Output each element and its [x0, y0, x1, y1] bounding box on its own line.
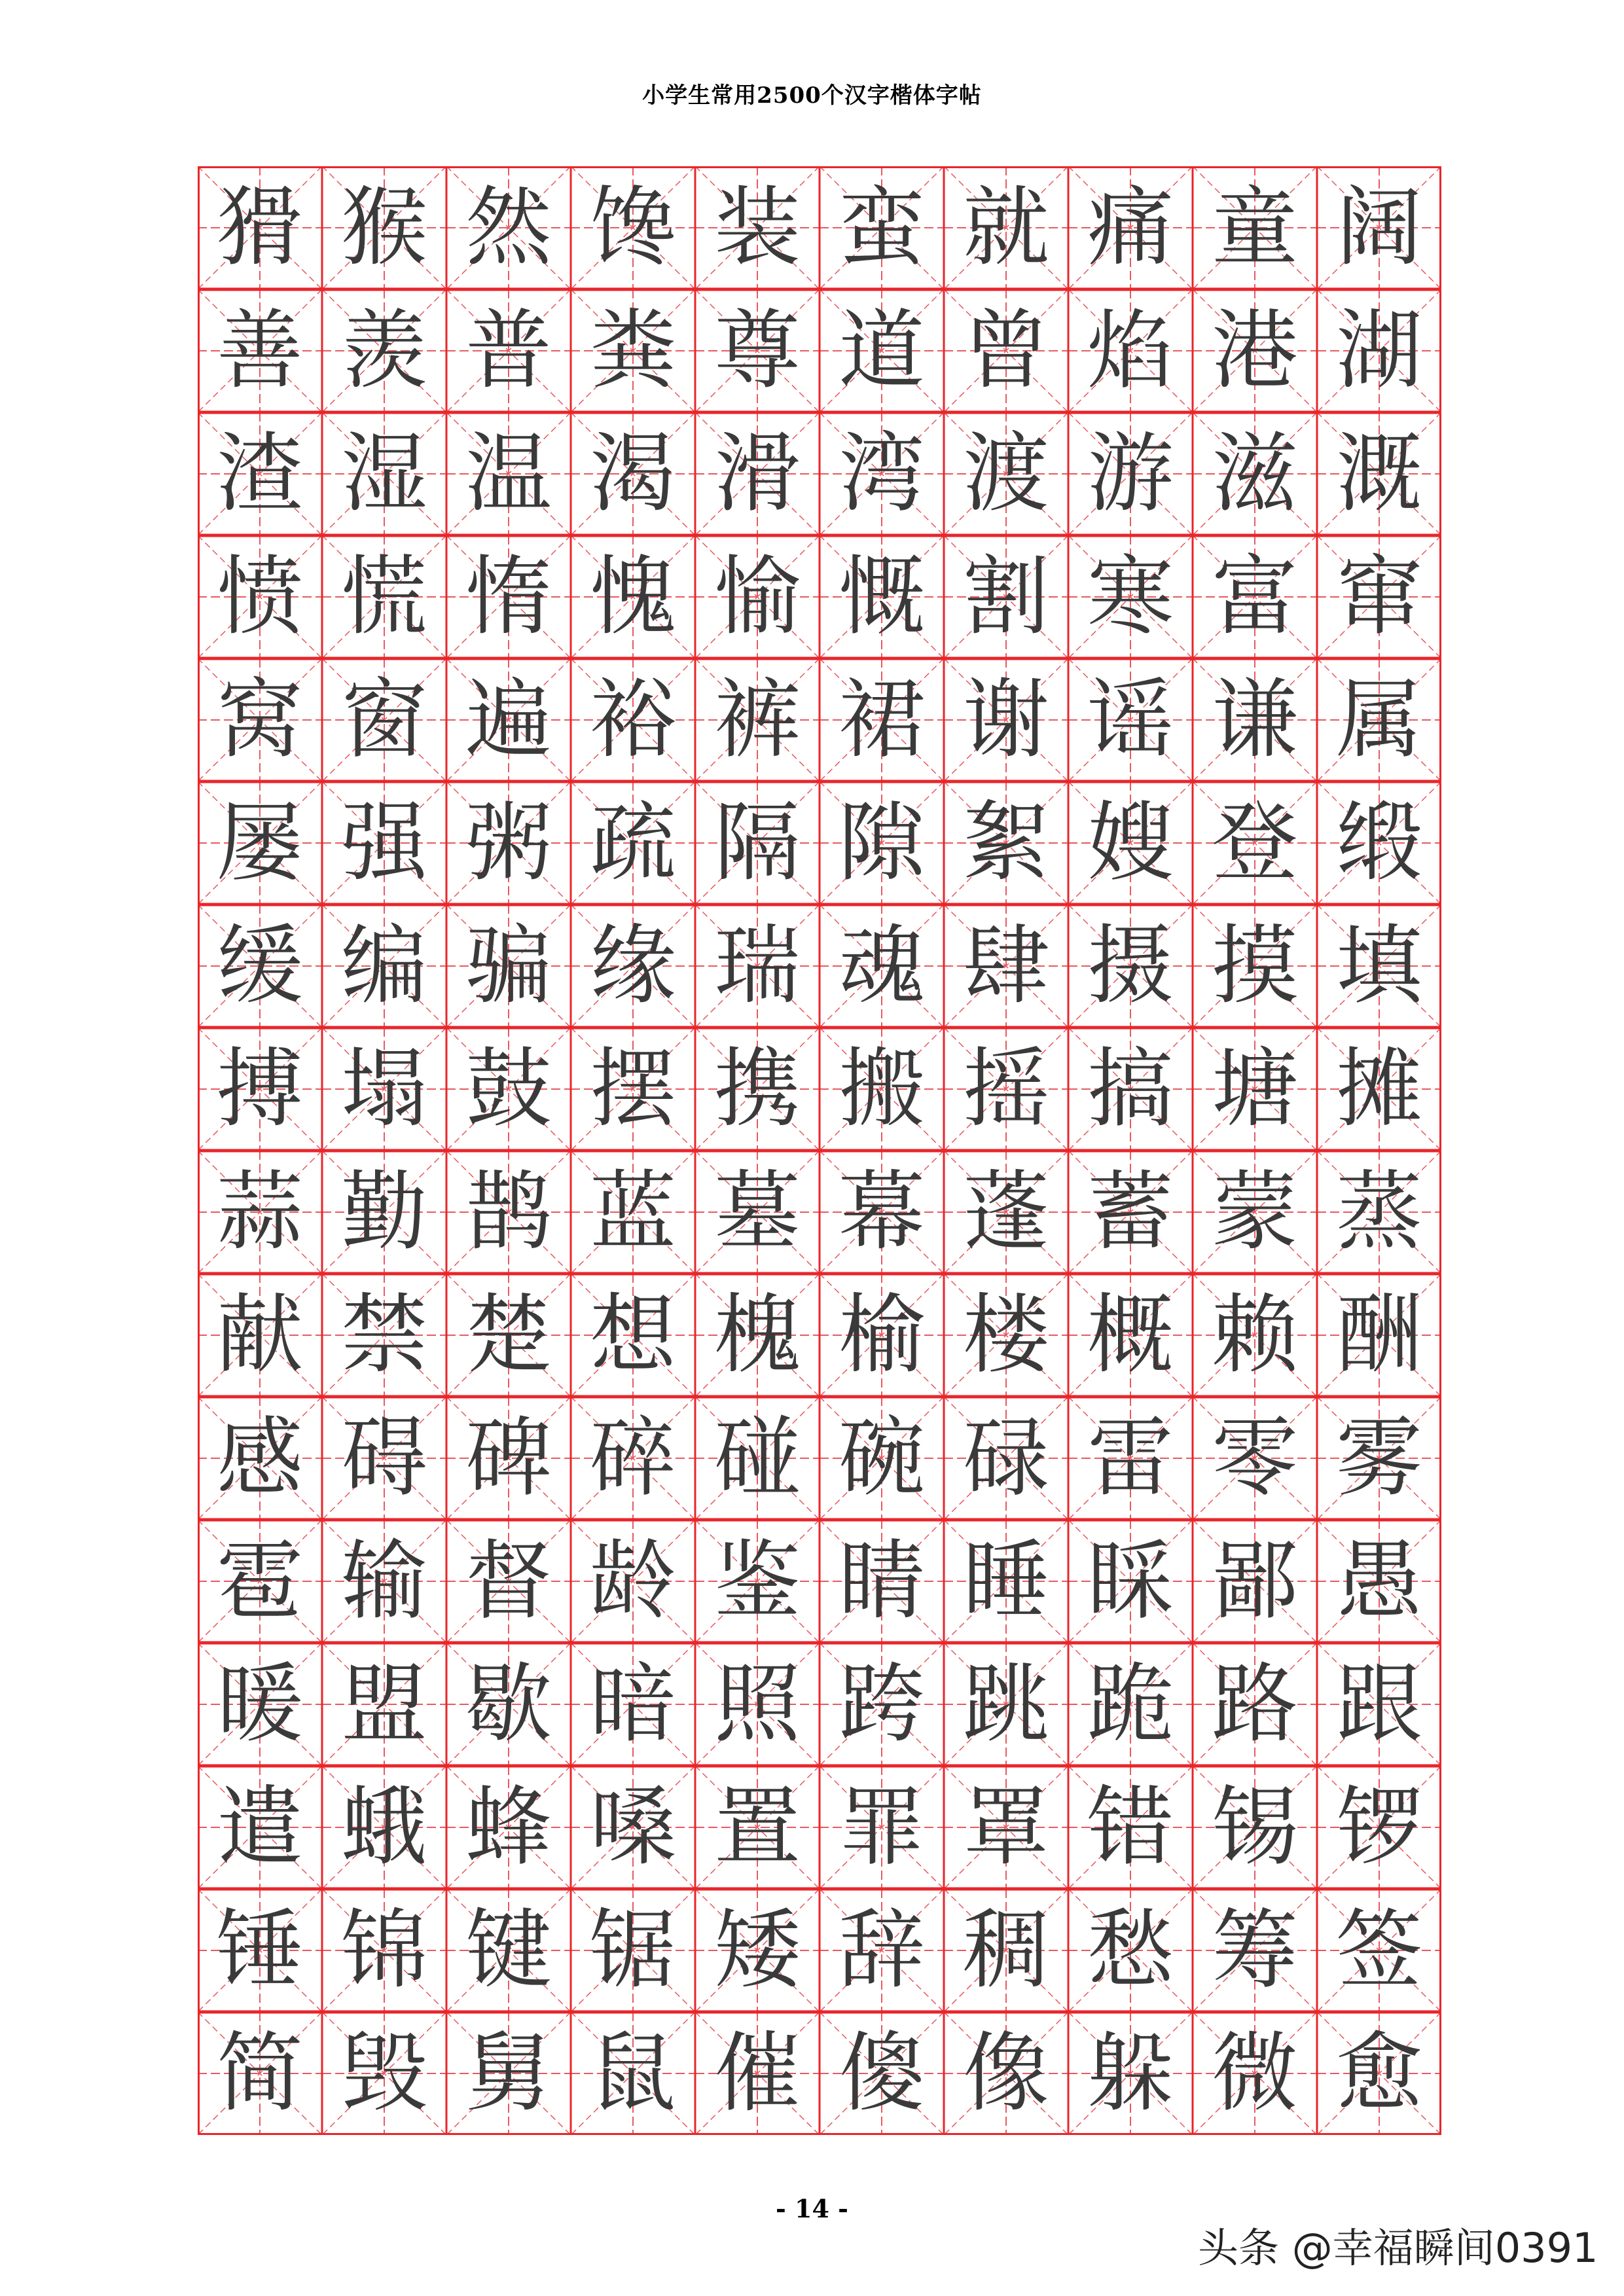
- practice-character: 鼓: [465, 1039, 552, 1139]
- practice-character: 摊: [1336, 1039, 1422, 1139]
- practice-character: 榆: [839, 1285, 925, 1386]
- practice-character: 锦: [341, 1900, 427, 2001]
- practice-character: 强: [341, 793, 427, 893]
- practice-character: 疏: [590, 793, 676, 893]
- practice-character: 搏: [217, 1039, 303, 1139]
- practice-character: 滋: [1212, 423, 1298, 524]
- practice-character: 瑞: [714, 916, 801, 1016]
- practice-character: 羡: [341, 300, 427, 401]
- page-number: - 14 -: [776, 2194, 848, 2223]
- practice-character: 催: [714, 2023, 801, 2124]
- practice-character: 签: [1336, 1900, 1422, 2001]
- practice-character: 嫂: [1087, 793, 1174, 893]
- practice-character: 蒜: [217, 1162, 303, 1263]
- practice-character: 善: [217, 300, 303, 401]
- practice-character: 跪: [1087, 1654, 1174, 1755]
- practice-character: 渡: [963, 423, 1049, 524]
- practice-character: 属: [1336, 670, 1422, 770]
- practice-character: 缓: [217, 916, 303, 1016]
- practice-character: 鹊: [465, 1162, 552, 1263]
- practice-character: 傻: [839, 2023, 925, 2124]
- practice-character: 搞: [1087, 1039, 1174, 1139]
- practice-character: 装: [714, 177, 801, 278]
- practice-character: 搬: [839, 1039, 925, 1139]
- practice-character: 蜂: [465, 1777, 552, 1878]
- practice-character: 登: [1212, 793, 1298, 893]
- practice-character: 错: [1087, 1777, 1174, 1878]
- practice-character: 裤: [714, 670, 801, 770]
- practice-character: 置: [714, 1777, 801, 1878]
- practice-character: 雷: [1087, 1408, 1174, 1509]
- practice-character: 睡: [963, 1531, 1049, 1632]
- practice-character: 塌: [341, 1039, 427, 1139]
- practice-character: 缘: [590, 916, 676, 1016]
- practice-character: 蓬: [963, 1162, 1049, 1263]
- practice-character: 输: [341, 1531, 427, 1632]
- practice-character: 蒙: [1212, 1162, 1298, 1263]
- practice-character: 谢: [963, 670, 1049, 770]
- practice-character: 就: [963, 177, 1049, 278]
- practice-character: 跨: [839, 1654, 925, 1755]
- practice-character: 躲: [1087, 2023, 1174, 2124]
- practice-character: 路: [1212, 1654, 1298, 1755]
- practice-character: 摆: [590, 1039, 676, 1139]
- practice-character: 割: [963, 547, 1049, 647]
- practice-character: 像: [963, 2023, 1049, 2124]
- practice-character: 照: [714, 1654, 801, 1755]
- practice-character: 睬: [1087, 1531, 1174, 1632]
- practice-character: 粪: [590, 300, 676, 401]
- practice-character: 骗: [465, 916, 552, 1016]
- practice-character: 缎: [1336, 793, 1422, 893]
- practice-character: 谣: [1087, 670, 1174, 770]
- practice-character: 愈: [1336, 2023, 1422, 2124]
- practice-character: 猾: [217, 177, 303, 278]
- practice-character: 滑: [714, 423, 801, 524]
- watermark: 头条 @幸福瞬间0391: [1198, 2224, 1598, 2272]
- practice-character: 雾: [1336, 1408, 1422, 1509]
- practice-character: 携: [714, 1039, 801, 1139]
- practice-character: 锡: [1212, 1777, 1298, 1878]
- practice-character: 馋: [590, 177, 676, 278]
- practice-character: 渣: [217, 423, 303, 524]
- practice-character: 辞: [839, 1900, 925, 2001]
- practice-character: 鄙: [1212, 1531, 1298, 1632]
- practice-character: 絮: [963, 793, 1049, 893]
- practice-character: 隙: [839, 793, 925, 893]
- practice-character: 简: [217, 2023, 303, 2124]
- practice-character: 遣: [217, 1777, 303, 1878]
- practice-character: 愧: [590, 547, 676, 647]
- practice-character: 富: [1212, 547, 1298, 647]
- practice-character: 锤: [217, 1900, 303, 2001]
- practice-character: 蓄: [1087, 1162, 1174, 1263]
- practice-character: 谦: [1212, 670, 1298, 770]
- practice-character: 鼠: [590, 2023, 676, 2124]
- practice-character: 摄: [1087, 916, 1174, 1016]
- practice-character: 摸: [1212, 916, 1298, 1016]
- practice-character: 塘: [1212, 1039, 1298, 1139]
- practice-character: 墓: [714, 1162, 801, 1263]
- practice-character: 槐: [714, 1285, 801, 1386]
- practice-character: 赖: [1212, 1285, 1298, 1386]
- practice-character: 普: [465, 300, 552, 401]
- practice-character: 筹: [1212, 1900, 1298, 2001]
- practice-character: 罪: [839, 1777, 925, 1878]
- practice-character: 窝: [217, 670, 303, 770]
- practice-character: 游: [1087, 423, 1174, 524]
- practice-character: 编: [341, 916, 427, 1016]
- practice-character: 温: [465, 423, 552, 524]
- tianzige-practice-grid: [198, 166, 1441, 2135]
- practice-character: 愉: [714, 547, 801, 647]
- practice-character: 锯: [590, 1900, 676, 2001]
- practice-character: 愤: [217, 547, 303, 647]
- practice-character: 猴: [341, 177, 427, 278]
- practice-character: 阔: [1336, 177, 1422, 278]
- practice-character: 督: [465, 1531, 552, 1632]
- practice-character: 渴: [590, 423, 676, 524]
- practice-character: 焰: [1087, 300, 1174, 401]
- practice-character: 寒: [1087, 547, 1174, 647]
- practice-character: 湖: [1336, 300, 1422, 401]
- practice-character: 献: [217, 1285, 303, 1386]
- practice-character: 睛: [839, 1531, 925, 1632]
- practice-character: 蒸: [1336, 1162, 1422, 1263]
- practice-character: 跟: [1336, 1654, 1422, 1755]
- practice-character: 盟: [341, 1654, 427, 1755]
- practice-character: 碌: [963, 1408, 1049, 1509]
- practice-character: 龄: [590, 1531, 676, 1632]
- practice-character: 碍: [341, 1408, 427, 1509]
- practice-character: 道: [839, 300, 925, 401]
- practice-character: 嗓: [590, 1777, 676, 1878]
- practice-character: 然: [465, 177, 552, 278]
- practice-character: 遍: [465, 670, 552, 770]
- practice-character: 禁: [341, 1285, 427, 1386]
- practice-character: 尊: [714, 300, 801, 401]
- practice-character: 魂: [839, 916, 925, 1016]
- practice-character: 湾: [839, 423, 925, 524]
- practice-character: 童: [1212, 177, 1298, 278]
- practice-character: 窗: [341, 670, 427, 770]
- practice-character: 键: [465, 1900, 552, 2001]
- practice-character: 碑: [465, 1408, 552, 1509]
- practice-character: 酬: [1336, 1285, 1422, 1386]
- practice-character: 粥: [465, 793, 552, 893]
- practice-character: 碎: [590, 1408, 676, 1509]
- practice-character: 慨: [839, 547, 925, 647]
- practice-character: 楼: [963, 1285, 1049, 1386]
- practice-character: 港: [1212, 300, 1298, 401]
- practice-character: 蛾: [341, 1777, 427, 1878]
- practice-character: 愁: [1087, 1900, 1174, 2001]
- practice-character: 微: [1212, 2023, 1298, 2124]
- practice-character: 矮: [714, 1900, 801, 2001]
- practice-character: 暖: [217, 1654, 303, 1755]
- practice-character: 稠: [963, 1900, 1049, 2001]
- practice-character: 窜: [1336, 547, 1422, 647]
- practice-character: 蛮: [839, 177, 925, 278]
- practice-character: 碗: [839, 1408, 925, 1509]
- practice-character: 裕: [590, 670, 676, 770]
- practice-character: 溉: [1336, 423, 1422, 524]
- practice-character: 勤: [341, 1162, 427, 1263]
- practice-character: 幕: [839, 1162, 925, 1263]
- practice-character: 暗: [590, 1654, 676, 1755]
- practice-character: 慌: [341, 547, 427, 647]
- practice-character: 跳: [963, 1654, 1049, 1755]
- practice-character: 想: [590, 1285, 676, 1386]
- practice-character: 惰: [465, 547, 552, 647]
- practice-character: 零: [1212, 1408, 1298, 1509]
- practice-character: 歇: [465, 1654, 552, 1755]
- practice-character: 锣: [1336, 1777, 1422, 1878]
- practice-character: 曾: [963, 300, 1049, 401]
- practice-character: 概: [1087, 1285, 1174, 1386]
- practice-character: 碰: [714, 1408, 801, 1509]
- practice-character: 舅: [465, 2023, 552, 2124]
- practice-character: 蓝: [590, 1162, 676, 1263]
- page-title: 小学生常用2500个汉字楷体字帖: [642, 82, 982, 109]
- practice-character: 隔: [714, 793, 801, 893]
- practice-character: 罩: [963, 1777, 1049, 1878]
- practice-character: 鉴: [714, 1531, 801, 1632]
- practice-character: 裙: [839, 670, 925, 770]
- practice-character: 痛: [1087, 177, 1174, 278]
- practice-character: 愚: [1336, 1531, 1422, 1632]
- practice-character: 屡: [217, 793, 303, 893]
- practice-character: 毁: [341, 2023, 427, 2124]
- practice-character: 楚: [465, 1285, 552, 1386]
- practice-character: 填: [1336, 916, 1422, 1016]
- practice-character: 肆: [963, 916, 1049, 1016]
- practice-character: 雹: [217, 1531, 303, 1632]
- practice-character: 摇: [963, 1039, 1049, 1139]
- practice-character: 湿: [341, 423, 427, 524]
- practice-character: 感: [217, 1408, 303, 1509]
